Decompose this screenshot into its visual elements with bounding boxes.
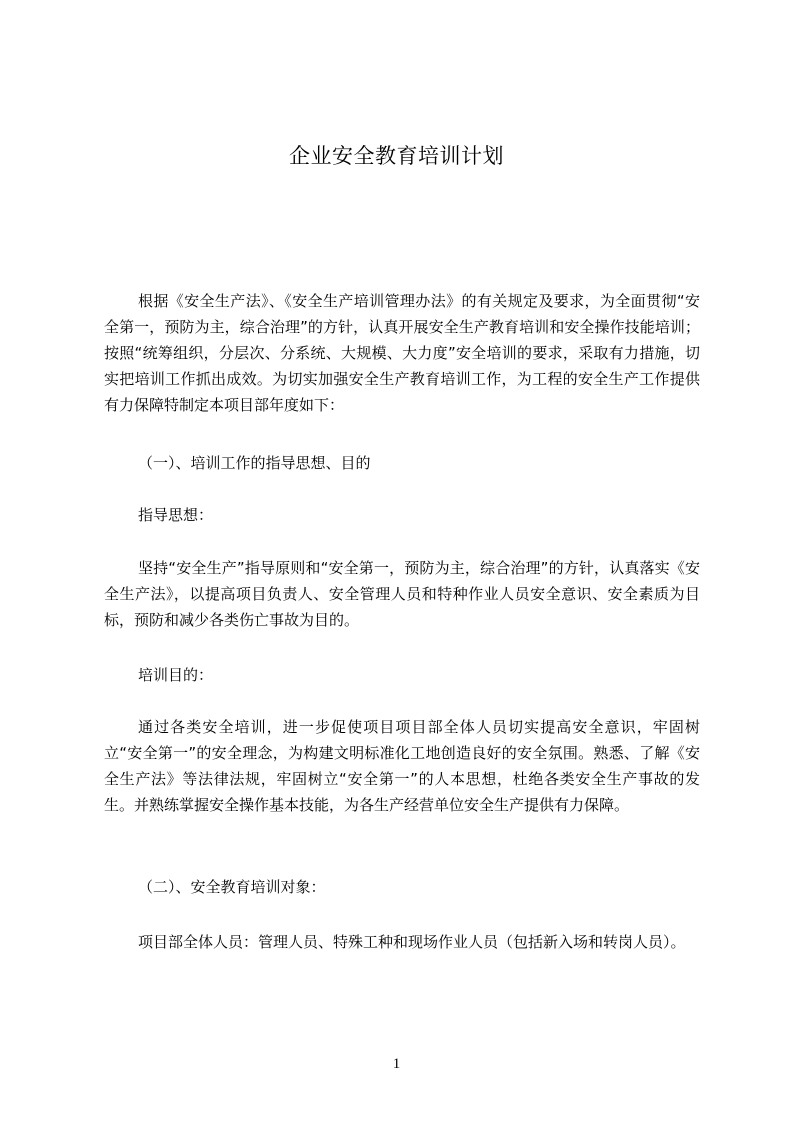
page-number: 1 xyxy=(392,1056,401,1072)
document-title: 企业安全教育培训计划 xyxy=(289,144,504,168)
intro-paragraph: 根据《安全生产法》、《安全生产培训管理办法》的有关规定及要求，为全面贯彻“安全第一，预防为主，综合治理”的方针，认真开展安全生产教育培训和安全操作技能培训；按照“统筹组织，分层次、分系统、大规模、大力度”安全培训的要求，采取有力措施，切实把培训工作抓出成效。为切实加强安全生产教育培训工作，为工程的安全生产工作提供有力保障特制定本项目部年度如下： xyxy=(104,292,700,414)
subheading-guiding-thought: 指导思想： xyxy=(138,506,214,524)
training-target-paragraph: 项目部全体人员：管理人员、特殊工种和现场作业人员（包括新入场和转岗人员）。 xyxy=(138,933,686,951)
subheading-training-purpose: 培训目的： xyxy=(138,666,214,684)
training-purpose-paragraph: 通过各类安全培训，进一步促使项目项目部全体人员切实提高安全意识，牢固树立“安全第一”的安全理念，为构建文明标准化工地创造良好的安全氛围。熟悉、了解《安全生产法》等法律法规，牢固树立“安全第一”的人本思想，杜绝各类安全生产事故的发生。并熟练掌握安全操作基本技能，为各生产经营单位安全生产提供有力保障。 xyxy=(104,718,700,814)
guiding-thought-paragraph: 坚持“安全生产”指导原则和“安全第一，预防为主，综合治理”的方针，认真落实《安全生产法》，以提高项目负责人、安全管理人员和特种作业人员安全意识、安全素质为目标，预防和减少各类伤亡事故为目的。 xyxy=(104,559,700,629)
section-heading-training-target: （二）、安全教育培训对象： xyxy=(138,878,326,896)
section-heading-guiding-thought: （一）、培训工作的指导思想、目的 xyxy=(138,454,371,472)
